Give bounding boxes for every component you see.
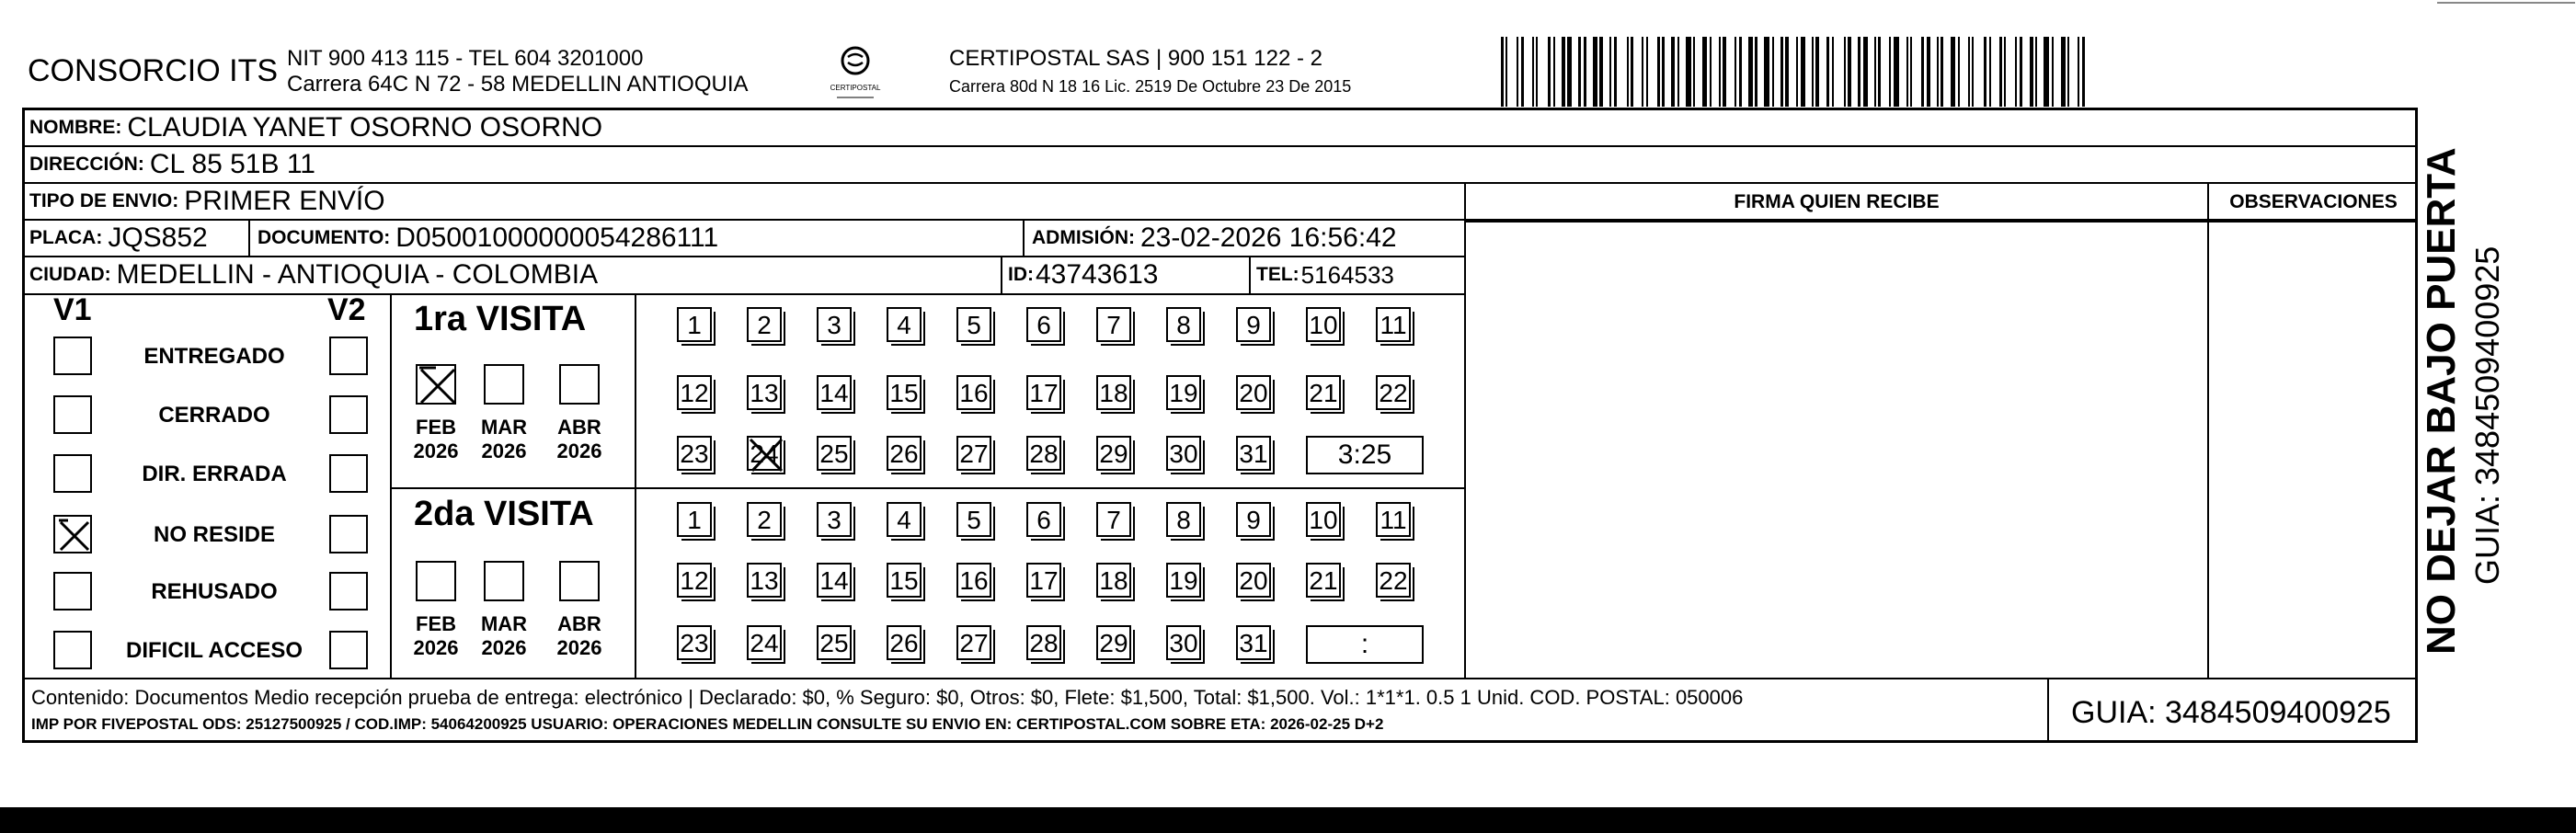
- direccion-value: CL 85 51B 11: [149, 149, 315, 179]
- barcode-bar: [1671, 37, 1675, 107]
- day-box[interactable]: 9: [1236, 502, 1271, 537]
- barcode-bar: [1927, 37, 1930, 107]
- barcode-bar: [1906, 37, 1908, 107]
- barcode-bar: [1693, 37, 1695, 107]
- barcode-bar: [1946, 37, 1949, 107]
- nombre-value: CLAUDIA YANET OSORNO OSORNO: [127, 112, 603, 143]
- barcode-bar: [1631, 37, 1633, 107]
- day-box[interactable]: 20: [1236, 563, 1271, 598]
- v2-checkbox[interactable]: [329, 337, 368, 375]
- barcode-bar: [1863, 37, 1868, 107]
- barcode-bar: [2040, 37, 2042, 107]
- footer-imp: IMP POR FIVEPOSTAL ODS: 25127500925 / COD.IMP: 54064200925 USUARIO: OPERACIONES MEDELLIN CONSULTE SU ENVIO EN: CERTIPOSTAL.COM SOBRE ETA: 2026-02-25 D+2: [31, 715, 1384, 733]
- barcode-bar: [1822, 37, 1825, 107]
- day-box[interactable]: 14: [817, 563, 852, 598]
- day-box[interactable]: 26: [887, 625, 922, 660]
- v2-checkbox[interactable]: [329, 572, 368, 610]
- day-box[interactable]: 10: [1306, 307, 1341, 342]
- id-value: 43743613: [1036, 259, 1159, 290]
- month-checkbox[interactable]: [484, 561, 524, 601]
- month-label: MAR 2026: [480, 612, 528, 659]
- barcode-bar: [2009, 37, 2013, 107]
- barcode-bar: [1562, 37, 1565, 107]
- barcode-bar: [1713, 37, 1716, 107]
- company-address: Carrera 64C N 72 - 58 MEDELLIN ANTIOQUIA: [287, 72, 749, 97]
- day-box[interactable]: 13: [747, 563, 782, 598]
- documento-value: D05001000000054286111: [395, 223, 719, 253]
- month-label: FEB 2026: [413, 612, 459, 659]
- id-label: ID:: [1008, 264, 1034, 285]
- placa-row: [29, 221, 208, 256]
- day-box[interactable]: 21: [1306, 563, 1341, 598]
- barcode-bar: [1729, 37, 1733, 107]
- footer-guia: GUIA: 3484509400925: [2071, 695, 2391, 730]
- barcode-bar: [1854, 37, 1856, 107]
- carrier-name: CERTIPOSTAL SAS | 900 151 122 - 2: [949, 46, 1322, 71]
- barcode-bar: [1999, 37, 2002, 107]
- barcode-bar: [1719, 37, 1721, 107]
- day-box[interactable]: 28: [1026, 625, 1061, 660]
- day-box[interactable]: 4: [887, 307, 922, 342]
- day-box[interactable]: 5: [956, 307, 991, 342]
- day-box[interactable]: 13: [747, 375, 782, 410]
- barcode-bar: [1932, 37, 1934, 107]
- v1-checkbox[interactable]: [53, 395, 92, 434]
- barcode-bar: [1677, 37, 1679, 107]
- barcode-bar: [1870, 37, 1872, 107]
- barcode-bar: [1702, 37, 1707, 107]
- day-box[interactable]: 19: [1166, 375, 1201, 410]
- day-box[interactable]: 31: [1236, 625, 1271, 660]
- divider: [1023, 219, 1025, 257]
- month-checkbox[interactable]: [559, 561, 600, 601]
- no-dejar-warning: NO DEJAR BAJO PUERTA: [2419, 147, 2464, 655]
- day-box[interactable]: 1: [677, 502, 712, 537]
- day-box[interactable]: 24: [747, 436, 782, 471]
- divider: [1001, 256, 1002, 294]
- day-box[interactable]: 25: [817, 625, 852, 660]
- day-box[interactable]: 8: [1166, 307, 1201, 342]
- barcode-bar: [1760, 37, 1762, 107]
- day-box[interactable]: 2: [747, 502, 782, 537]
- barcode-bar: [1989, 37, 1991, 107]
- time-box[interactable]: :: [1306, 625, 1424, 664]
- time-box[interactable]: 3:25: [1306, 436, 1424, 474]
- barcode-bar: [1646, 37, 1648, 107]
- barcode-bar: [1578, 37, 1581, 107]
- documento-label: DOCUMENTO:: [258, 227, 391, 248]
- second-visit-title: 2da VISITA: [414, 495, 594, 533]
- barcode-bar: [1748, 37, 1753, 107]
- day-box[interactable]: 29: [1096, 436, 1131, 471]
- v1-checkbox[interactable]: [53, 572, 92, 610]
- month-checkbox[interactable]: [416, 364, 456, 405]
- barcode-bar: [1883, 37, 1887, 107]
- day-box[interactable]: 16: [956, 563, 991, 598]
- barcode-bar: [1780, 37, 1783, 107]
- v1-checkbox[interactable]: [53, 631, 92, 669]
- barcode-bar: [1574, 37, 1576, 107]
- day-box[interactable]: 29: [1096, 625, 1131, 660]
- month-label: FEB 2026: [413, 416, 459, 462]
- barcode-bar: [1815, 37, 1819, 107]
- barcode-bar: [1755, 37, 1757, 107]
- divider: [2207, 182, 2209, 678]
- divider: [1466, 221, 2418, 223]
- barcode-bar: [1744, 37, 1746, 107]
- v2-checkbox[interactable]: [329, 515, 368, 553]
- tipo-label: TIPO DE ENVIO:: [29, 190, 179, 211]
- barcode-bar: [1662, 37, 1665, 107]
- barcode-bar: [1901, 37, 1904, 107]
- direccion-label: DIRECCIÓN:: [29, 154, 144, 175]
- day-box[interactable]: 7: [1096, 307, 1131, 342]
- barcode-bar: [1801, 37, 1805, 107]
- day-box[interactable]: 1: [677, 307, 712, 342]
- barcode-bar: [1710, 37, 1712, 107]
- barcode-bar: [1557, 37, 1559, 107]
- barcode-bar: [1915, 37, 1919, 107]
- day-box[interactable]: 9: [1236, 307, 1271, 342]
- barcode-bar: [2087, 37, 2089, 107]
- day-box[interactable]: 30: [1166, 625, 1201, 660]
- admision-row: [1032, 221, 1397, 256]
- barcode-bar: [1636, 37, 1640, 107]
- tipo-value: PRIMER ENVÍO: [184, 186, 385, 216]
- barcode-bar: [1958, 37, 1960, 107]
- barcode-bar: [1848, 37, 1851, 107]
- barcode-bar: [1627, 37, 1629, 107]
- barcode-bar: [1584, 37, 1586, 107]
- barcode-bar: [1776, 37, 1778, 107]
- month-label: ABR 2026: [556, 416, 602, 462]
- barcode-bar: [1526, 37, 1529, 107]
- day-box[interactable]: 30: [1166, 436, 1201, 471]
- barcode-bar: [2044, 37, 2049, 107]
- v2-checkbox[interactable]: [329, 395, 368, 434]
- barcode-bar: [1548, 37, 1551, 107]
- day-box[interactable]: 11: [1376, 307, 1411, 342]
- barcode-bar: [1517, 37, 1518, 107]
- tipo-row: [29, 184, 385, 219]
- month-label: ABR 2026: [556, 612, 602, 659]
- barcode-bar: [1567, 37, 1572, 107]
- barcode-bar: [2035, 37, 2037, 107]
- first-visit-title: 1ra VISITA: [414, 300, 587, 338]
- day-box[interactable]: 17: [1026, 563, 1061, 598]
- barcode-bar: [1667, 37, 1669, 107]
- status-option-label: NO RESIDE: [153, 522, 276, 547]
- month-label: MAR 2026: [480, 416, 528, 462]
- barcode-bar: [2052, 37, 2054, 107]
- day-box[interactable]: 20: [1236, 375, 1271, 410]
- nombre-row: [29, 110, 602, 145]
- certipostal-logo-icon: [828, 42, 883, 107]
- barcode-bar: [1698, 37, 1700, 107]
- barcode-bar: [1642, 37, 1643, 107]
- divider: [248, 219, 250, 257]
- barcode-bar: [2004, 37, 2006, 107]
- firma-header: FIRMA QUIEN RECIBE: [1734, 191, 1940, 212]
- day-box[interactable]: 18: [1096, 375, 1131, 410]
- day-box[interactable]: 12: [677, 563, 712, 598]
- day-box[interactable]: 3: [817, 502, 852, 537]
- barcode-bar: [1501, 37, 1504, 107]
- side-guia: GUIA: 3484509400925: [2468, 245, 2506, 585]
- day-box[interactable]: 7: [1096, 502, 1131, 537]
- day-box[interactable]: 23: [677, 436, 712, 471]
- barcode-bar: [1681, 37, 1683, 107]
- v1-checkbox[interactable]: [53, 454, 92, 493]
- barcode-bar: [1606, 37, 1608, 107]
- day-box[interactable]: 21: [1306, 375, 1341, 410]
- barcode-bar: [1951, 37, 1955, 107]
- barcode-bar: [1553, 37, 1555, 107]
- nombre-label: NOMBRE:: [29, 117, 122, 138]
- company-nit: NIT 900 413 115 - TEL 604 3201000: [287, 46, 644, 71]
- bottom-strip: [0, 807, 2576, 833]
- v1-checkbox[interactable]: [53, 515, 92, 553]
- barcode-bar: [1609, 37, 1611, 107]
- barcode-bar: [1593, 37, 1597, 107]
- barcode-bar: [1772, 37, 1774, 107]
- tel-label: TEL:: [1256, 264, 1299, 285]
- barcode-bar: [1796, 37, 1798, 107]
- barcode-bar: [1812, 37, 1814, 107]
- direccion-row: [29, 147, 315, 182]
- divider: [22, 145, 2418, 147]
- day-box[interactable]: 24: [747, 625, 782, 660]
- status-option-label: REHUSADO: [151, 579, 278, 604]
- barcode-bar: [1807, 37, 1809, 107]
- divider: [22, 678, 2418, 679]
- day-box[interactable]: 5: [956, 502, 991, 537]
- day-box[interactable]: 18: [1096, 563, 1131, 598]
- day-box[interactable]: 12: [677, 375, 712, 410]
- ciudad-row: [29, 257, 598, 292]
- barcode-bar: [1739, 37, 1742, 107]
- day-box[interactable]: 4: [887, 502, 922, 537]
- footer-content: Contenido: Documentos Medio recepción prueba de entrega: electrónico | Declarado: $0, % Seguro: $0, Otros: $0, Flete: $1,500, Total: $1,500. Vol.: 1*1*1. 0.5 1 Unid. COD. POSTAL: 050006: [31, 686, 1744, 709]
- barcode-bar: [1506, 37, 1507, 107]
- barcode: [1501, 37, 2192, 107]
- barcode-bar: [1894, 37, 1899, 107]
- barcode-bar: [2020, 37, 2022, 107]
- barcode-bar: [1968, 37, 1970, 107]
- barcode-bar: [1521, 37, 1524, 107]
- barcode-bar: [1588, 37, 1590, 107]
- day-box[interactable]: 6: [1026, 307, 1061, 342]
- barcode-bar: [2078, 37, 2079, 107]
- divider: [2047, 678, 2049, 743]
- divider: [635, 293, 636, 678]
- barcode-bar: [1976, 37, 1982, 107]
- day-box[interactable]: 10: [1306, 502, 1341, 537]
- barcode-bar: [1889, 37, 1891, 107]
- ciudad-value: MEDELLIN - ANTIOQUIA - COLOMBIA: [116, 259, 599, 290]
- admision-value: 23-02-2026 16:56:42: [1140, 223, 1397, 253]
- status-option-label: DIR. ERRADA: [142, 462, 287, 486]
- divider: [390, 293, 392, 678]
- logo-text: CERTIPOSTAL: [830, 84, 881, 92]
- barcode-bar: [1657, 37, 1660, 107]
- day-box[interactable]: 27: [956, 436, 991, 471]
- day-box[interactable]: 27: [956, 625, 991, 660]
- top-right-dash: [2437, 2, 2575, 4]
- barcode-bar: [2061, 37, 2066, 107]
- v2-checkbox[interactable]: [329, 454, 368, 493]
- day-box[interactable]: 28: [1026, 436, 1061, 471]
- day-box[interactable]: 15: [887, 563, 922, 598]
- day-box[interactable]: 25: [817, 436, 852, 471]
- v1-checkbox[interactable]: [53, 337, 92, 375]
- barcode-bar: [1832, 37, 1834, 107]
- barcode-bar: [1844, 37, 1846, 107]
- barcode-bar: [2024, 37, 2027, 107]
- v1-label: V1: [53, 292, 92, 327]
- placa-value: JQS852: [108, 223, 208, 253]
- month-checkbox[interactable]: [559, 364, 600, 405]
- barcode-bar: [1941, 37, 1943, 107]
- day-box[interactable]: 16: [956, 375, 991, 410]
- barcode-bar: [1921, 37, 1924, 107]
- barcode-bar: [1785, 37, 1789, 107]
- barcode-bar: [1910, 37, 1912, 107]
- divider: [1464, 182, 1466, 678]
- tel-row: [1256, 257, 1394, 292]
- barcode-bar: [1874, 37, 1876, 107]
- status-option-label: DIFICIL ACCESO: [125, 638, 303, 663]
- day-box[interactable]: 22: [1376, 563, 1411, 598]
- barcode-bar: [1723, 37, 1726, 107]
- barcode-bar: [1735, 37, 1736, 107]
- day-box[interactable]: 11: [1376, 502, 1411, 537]
- barcode-bar: [1836, 37, 1841, 107]
- v2-label: V2: [327, 292, 366, 327]
- barcode-bar: [2055, 37, 2058, 107]
- barcode-bar: [1792, 37, 1794, 107]
- barcode-bar: [1614, 37, 1617, 107]
- admision-label: ADMISIÓN:: [1032, 227, 1135, 248]
- day-box[interactable]: 6: [1026, 502, 1061, 537]
- barcode-bar: [1962, 37, 1965, 107]
- barcode-bar: [1826, 37, 1829, 107]
- barcode-bar: [1686, 37, 1691, 107]
- day-box[interactable]: 26: [887, 436, 922, 471]
- barcode-bar: [2072, 37, 2076, 107]
- day-box[interactable]: 14: [817, 375, 852, 410]
- barcode-bar: [1993, 37, 1997, 107]
- barcode-bar: [1764, 37, 1769, 107]
- barcode-bar: [1540, 37, 1546, 107]
- barcode-bar: [1532, 37, 1534, 107]
- day-box[interactable]: 8: [1166, 502, 1201, 537]
- status-option-label: CERRADO: [158, 403, 270, 428]
- barcode-bar: [1858, 37, 1860, 107]
- barcode-bar: [2015, 37, 2017, 107]
- placa-label: PLACA:: [29, 227, 103, 248]
- barcode-bar: [1599, 37, 1603, 107]
- divider: [390, 487, 1466, 489]
- day-box[interactable]: 31: [1236, 436, 1271, 471]
- day-box[interactable]: 22: [1376, 375, 1411, 410]
- barcode-bar: [1984, 37, 1986, 107]
- day-box[interactable]: 19: [1166, 563, 1201, 598]
- day-box[interactable]: 23: [677, 625, 712, 660]
- barcode-bar: [1619, 37, 1624, 107]
- day-box[interactable]: 3: [817, 307, 852, 342]
- barcode-bar: [1937, 37, 1939, 107]
- barcode-bar: [1650, 37, 1654, 107]
- observaciones-header: OBSERVACIONES: [2229, 191, 2398, 212]
- barcode-bar: [1510, 37, 1515, 107]
- day-box[interactable]: 15: [887, 375, 922, 410]
- carrier-license: Carrera 80d N 18 16 Lic. 2519 De Octubre 23 De 2015: [949, 77, 1352, 96]
- barcode-bar: [1878, 37, 1881, 107]
- month-checkbox[interactable]: [484, 364, 524, 405]
- company-name: CONSORCIO ITS: [28, 53, 279, 88]
- month-checkbox[interactable]: [416, 561, 456, 601]
- ciudad-label: CIUDAD:: [29, 264, 111, 285]
- id-row: [1008, 257, 1158, 292]
- day-box[interactable]: 2: [747, 307, 782, 342]
- day-box[interactable]: 17: [1026, 375, 1061, 410]
- barcode-bar: [2030, 37, 2033, 107]
- barcode-bar: [1972, 37, 1974, 107]
- documento-row: [258, 221, 718, 256]
- barcode-bar: [2067, 37, 2069, 107]
- divider: [1249, 256, 1251, 294]
- barcode-bar: [2082, 37, 2085, 107]
- tel-value: 5164533: [1300, 260, 1394, 289]
- v2-checkbox[interactable]: [329, 631, 368, 669]
- status-option-label: ENTREGADO: [143, 344, 285, 369]
- barcode-bar: [1536, 37, 1538, 107]
